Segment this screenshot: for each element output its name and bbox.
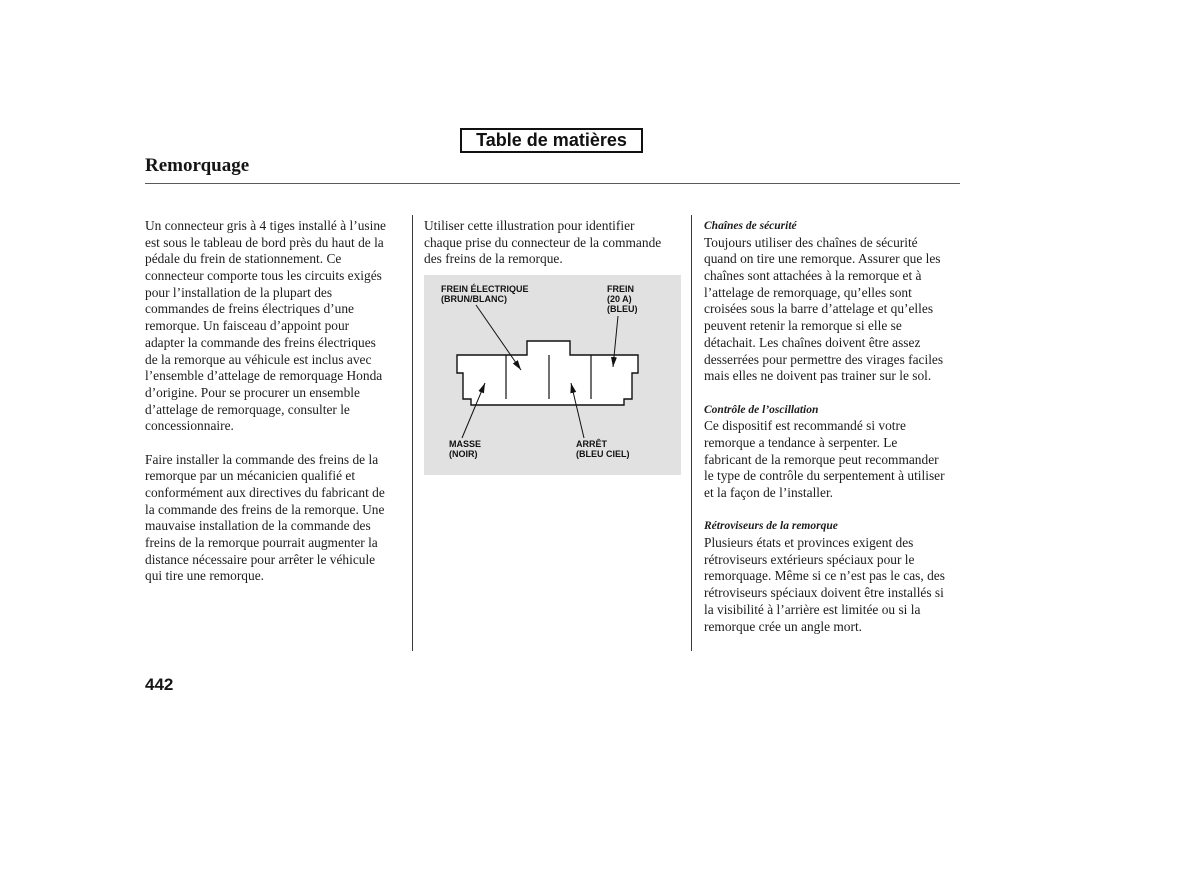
text-line: d’attelage de remorquage, consulter le (145, 401, 350, 417)
section-sway-control (704, 402, 962, 502)
paragraph-installation (145, 452, 403, 586)
label-line: (BRUN/BLANC) (441, 294, 507, 304)
text-line: remorque. Un faisceau d’appoint pour (145, 318, 350, 334)
subsection-heading: Chaînes de sécurité (704, 220, 797, 232)
text-line: commandes de freins électriques d’une (145, 301, 354, 317)
text-line: distance nécessaire pour arrêter le véhicule (145, 551, 376, 567)
text-line: pour l’installation de la plupart des (145, 284, 333, 300)
text-line: Utiliser cette illustration pour identifier (424, 218, 635, 233)
text-line: mauvaise installation de la commande des (145, 518, 371, 534)
column-divider (691, 215, 692, 651)
connector-diagram (424, 275, 681, 475)
label-line: ARRÊT (576, 439, 607, 449)
text-line: de la remorque au véhicule est inclus avec (145, 351, 372, 367)
text-line: connecteur comporte tous les circuits exigés (145, 268, 382, 284)
text-line: Toujours utiliser des chaînes de sécurité (704, 234, 918, 250)
label-line: FREIN ÉLECTRIQUE (441, 284, 529, 294)
text-line: fabricant de la remorque peut recommander (704, 451, 939, 467)
text-line: remorquage. Même si ce n’est pas le cas, des (704, 568, 945, 584)
text-line: remorque crée un angle mort. (704, 618, 863, 634)
text-line: est sous le tableau de bord près du haut de la (145, 234, 384, 250)
section-safety-chains (704, 218, 962, 385)
text-line: des freins de la remorque. (424, 251, 563, 267)
text-line: Faire installer la commande des freins de la (145, 451, 379, 467)
middle-column (424, 218, 682, 268)
text-line: quand on tire une remorque. Assurer que les (704, 251, 941, 267)
label-brake (607, 284, 638, 314)
text-line: rétroviseurs spéciaux doivent être installés si (704, 585, 944, 601)
text-line: pédale du frein de stationnement. Ce (145, 251, 342, 267)
text-line: remorque a tendance à serpenter. Le (704, 434, 898, 450)
text-line: Ce dispositif est recommandé si votre (704, 418, 906, 434)
text-line: l’ensemble d’attelage de remorquage Honda (145, 368, 383, 384)
label-line: FREIN (607, 284, 634, 294)
label-line: (NOIR) (449, 449, 478, 459)
right-column (704, 218, 962, 635)
text-line: croisées sous la barre d’attelage et qu’elles (704, 301, 934, 317)
text-line: Un connecteur gris à 4 tiges installé à l’usine (145, 218, 386, 233)
text-line: détachait. Les chaînes doivent être assez (704, 334, 921, 350)
header-rule (145, 183, 960, 184)
column-divider (412, 215, 413, 651)
section-title: Remorquage (145, 155, 250, 176)
label-stop (576, 439, 630, 459)
text-line: la commande des freins de la remorque. Une (145, 501, 385, 517)
table-of-contents-button[interactable]: Table de matières (460, 128, 643, 153)
text-line: mais elles ne doivent pas trainer sur le sol. (704, 368, 932, 384)
text-line: qui tire une remorque. (145, 568, 264, 584)
label-line: MASSE (449, 439, 482, 449)
subsection-heading: Rétroviseurs de la remorque (704, 520, 838, 533)
text-line: adapter la commande des freins électriques (145, 334, 376, 350)
text-line: la visibilité à l’arrière est limitée ou si la (704, 601, 921, 617)
paragraph-connector-location (145, 218, 403, 435)
label-electric-brake (441, 284, 529, 304)
left-column (145, 218, 403, 585)
text-line: remorque par un mécanicien qualifié et (145, 468, 356, 484)
paragraph-illustration-intro (424, 218, 682, 268)
text-line: l’attelage de remorquage, qu’elles sont (704, 284, 912, 300)
text-line: Plusieurs états et provinces exigent des (704, 535, 914, 551)
text-line: freins de la remorque pourrait augmenter la (145, 535, 378, 551)
subsection-heading: Contrôle de l’oscillation (704, 403, 819, 416)
text-line: conformément aux directives du fabricant de (145, 485, 385, 500)
text-line: chaînes sont attachées à la remorque et à (704, 268, 922, 284)
label-line: (BLEU CIEL) (576, 449, 630, 459)
text-line: peuvent retenir la remorque si elle se (704, 318, 902, 334)
text-line: desserrées pour permettre des virages faciles (704, 351, 944, 367)
text-line: rétroviseurs extérieurs spéciaux pour le (704, 551, 915, 567)
label-ground (449, 439, 481, 459)
page-number: 442 (145, 675, 174, 694)
text-line: d’origine. Pour se procurer un ensemble (145, 384, 360, 400)
connector-body (457, 341, 638, 405)
text-line: le type de contrôle du serpentement à utiliser (704, 468, 945, 484)
label-line: (BLEU) (607, 304, 638, 314)
label-line: (20 A) (607, 294, 632, 304)
section-trailer-mirrors (704, 518, 962, 635)
text-line: et la façon de l’installer. (704, 485, 834, 500)
text-line: chaque prise du connecteur de la commande (424, 234, 662, 250)
text-line: concessionnaire. (145, 418, 234, 434)
